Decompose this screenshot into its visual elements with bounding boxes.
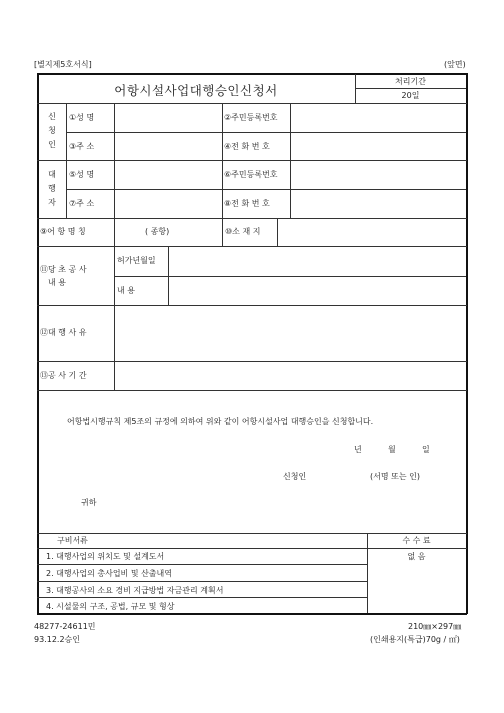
divider bbox=[37, 533, 467, 534]
divider bbox=[114, 218, 115, 246]
harbor-name-label: ⑨어 항 명 칭 bbox=[40, 227, 86, 236]
form-title: 어항시설사업대행승인신청서 bbox=[114, 83, 278, 98]
permit-date-field[interactable] bbox=[169, 247, 465, 275]
agent-address-field[interactable] bbox=[115, 190, 221, 217]
document-item: 1. 대행사업의 위치도 및 설계도서 bbox=[46, 552, 165, 561]
agent-group-char: 행 bbox=[48, 184, 56, 193]
agent-phone-label: ⑧전 화 번 호 bbox=[224, 199, 270, 208]
date-month-label: 월 bbox=[388, 445, 396, 454]
date-day-label: 일 bbox=[422, 445, 430, 454]
agent-name-label: ⑤성 명 bbox=[69, 170, 95, 179]
processing-period-label: 처리기간 bbox=[395, 77, 426, 86]
page-side-label: (앞면) bbox=[444, 60, 466, 69]
form-top-border bbox=[37, 73, 467, 75]
applicant-group-char: 청 bbox=[48, 126, 56, 135]
fee-label: 수 수 료 bbox=[402, 536, 431, 545]
agent-group-char: 자 bbox=[48, 198, 56, 207]
agent-name-field[interactable] bbox=[115, 161, 221, 188]
agent-address-label: ⑦주 소 bbox=[69, 199, 95, 208]
construction-content-label: 내 용 bbox=[117, 286, 135, 295]
form-number: [별지제5호서식] bbox=[34, 60, 92, 69]
construction-content-field[interactable] bbox=[169, 277, 465, 304]
reason-field[interactable] bbox=[115, 306, 465, 360]
permit-date-label: 허가년월일 bbox=[117, 256, 156, 265]
period-field[interactable] bbox=[115, 362, 465, 389]
processing-period-value: 20일 bbox=[401, 91, 420, 100]
applicant-group-char: 신 bbox=[48, 112, 56, 121]
signature-placeholder: (서명 또는 인) bbox=[370, 472, 420, 481]
divider bbox=[37, 564, 367, 565]
agent-resident-field[interactable] bbox=[291, 161, 465, 188]
divider bbox=[37, 581, 367, 582]
agent-resident-label: ⑥주민등록번호 bbox=[224, 170, 278, 179]
documents-header: 구비서류 bbox=[57, 536, 88, 545]
applicant-phone-field[interactable] bbox=[291, 133, 465, 159]
applicant-address-label: ③주 소 bbox=[69, 142, 95, 151]
period-label: ⑬공 사 기 간 bbox=[40, 371, 87, 380]
applicant-phone-label: ④전 화 번 호 bbox=[224, 142, 270, 151]
applicant-sign-label: 신청인 bbox=[283, 472, 307, 481]
footer-size: 210㎜×297㎜ bbox=[408, 622, 462, 631]
applicant-resident-label: ②주민등록번호 bbox=[224, 113, 278, 122]
footer-code: 48277-24611민 bbox=[34, 622, 96, 631]
divider bbox=[37, 390, 467, 391]
agent-phone-field[interactable] bbox=[291, 190, 465, 217]
declaration-text: 어항법시행규칙 제5조의 규정에 의하여 위와 같이 어항시설사업 대행승인을 신청합니다. bbox=[67, 417, 374, 426]
applicant-name-label: ①성 명 bbox=[69, 113, 95, 122]
harbor-grade-text: ( 종항) bbox=[145, 227, 170, 236]
document-item: 4. 시설물의 구조, 공법, 규모 및 형상 bbox=[46, 602, 175, 611]
form-bottom-border bbox=[37, 613, 467, 615]
footer-paper: (인쇄용지(특급)70g / ㎡) bbox=[370, 635, 460, 644]
divider bbox=[37, 597, 367, 598]
divider bbox=[355, 88, 466, 89]
document-item: 2. 대행사업의 총사업비 및 산출내역 bbox=[46, 569, 172, 578]
addressee-label: 귀하 bbox=[81, 498, 97, 507]
construction-label-line1: ⑪당 초 공 사 bbox=[40, 265, 87, 274]
applicant-address-field[interactable] bbox=[115, 133, 221, 159]
date-year-label: 년 bbox=[354, 445, 362, 454]
construction-label-line2: 내 용 bbox=[48, 278, 66, 287]
footer-approval: 93.12.2승인 bbox=[34, 635, 80, 644]
divider bbox=[222, 218, 223, 246]
agent-group-char: 대 bbox=[48, 170, 56, 179]
applicant-name-field[interactable] bbox=[115, 104, 221, 131]
applicant-resident-field[interactable] bbox=[291, 104, 465, 131]
document-item: 3. 대행공사의 소요 경비 지급방법 자금관리 계획서 bbox=[46, 586, 224, 595]
divider bbox=[37, 548, 467, 549]
harbor-location-field[interactable] bbox=[278, 219, 465, 245]
applicant-group-char: 인 bbox=[48, 140, 56, 149]
harbor-location-label: ⑩소 재 지 bbox=[225, 227, 261, 236]
reason-label: ⑫대 행 사 유 bbox=[40, 328, 87, 337]
divider bbox=[367, 533, 368, 613]
fee-value: 없 음 bbox=[407, 552, 426, 561]
